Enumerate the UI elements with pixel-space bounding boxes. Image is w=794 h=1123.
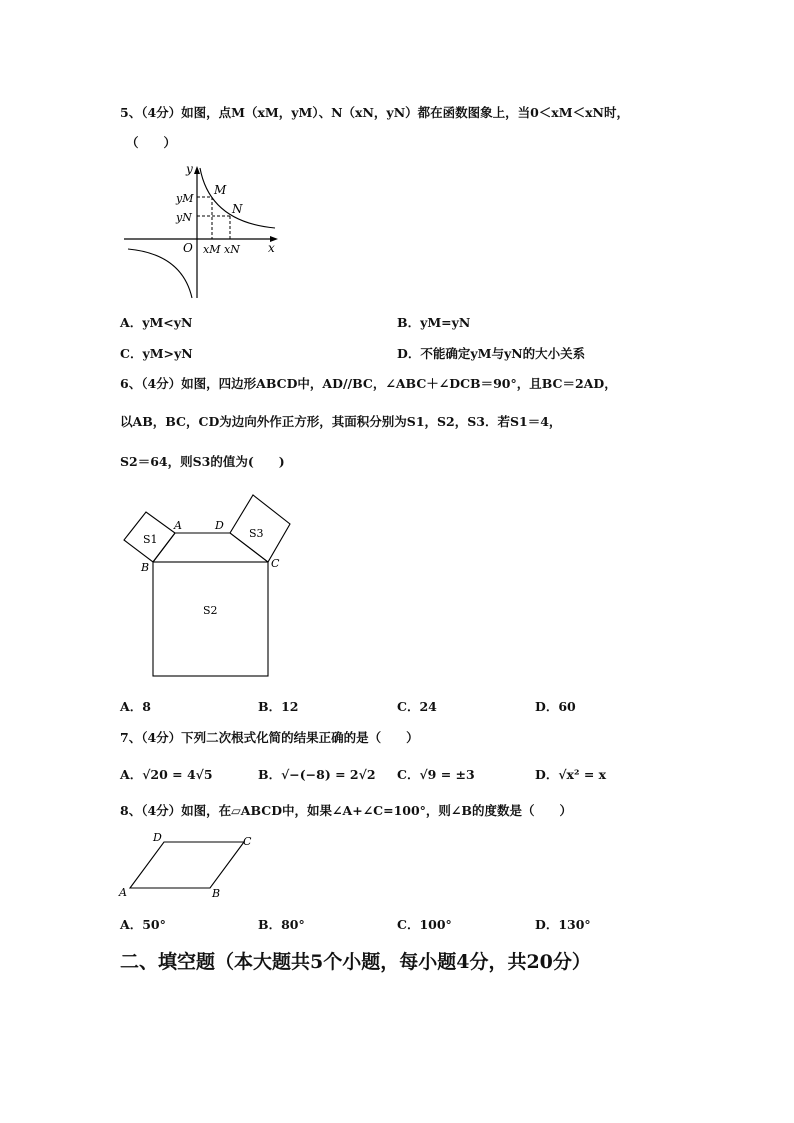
q6-line-1: 6、（4分）如图，四边形ABCD中，AD//BC，∠ABC＋∠DCB＝90°，且BC＝2AD， bbox=[120, 376, 617, 391]
hyperbola-q1 bbox=[200, 168, 275, 228]
q6-option-a[interactable]: A．8 bbox=[120, 699, 151, 714]
yn-label: yN bbox=[176, 211, 192, 224]
xm-label: xM bbox=[203, 243, 221, 256]
q5-option-a[interactable]: A．yM<yN bbox=[120, 315, 193, 330]
vertex-c-label: C bbox=[271, 557, 280, 570]
q7-stem: 7、（4分）下列二次根式化简的结果正确的是（ ） bbox=[120, 730, 419, 745]
xn-label: xN bbox=[224, 243, 240, 256]
origin-label: O bbox=[183, 241, 193, 255]
q7-option-b[interactable]: B．√−(−8) = 2√2 bbox=[258, 767, 376, 782]
q6-line-3: S2＝64，则S3的值为( ) bbox=[120, 454, 285, 469]
section-heading: 二、填空题（本大题共5个小题，每小题4分，共20分） bbox=[120, 951, 591, 973]
s1-label: S1 bbox=[143, 533, 158, 546]
q6-option-d[interactable]: D．60 bbox=[535, 699, 576, 714]
vertex-d-label: D bbox=[153, 831, 162, 844]
vertex-b-label: B bbox=[141, 561, 150, 574]
q5-paren: （ ） bbox=[126, 135, 177, 150]
hyperbola-q3 bbox=[128, 249, 192, 298]
vertex-a-label: A bbox=[174, 519, 182, 532]
vertex-d-label: D bbox=[215, 519, 224, 532]
x-label: x bbox=[268, 241, 275, 255]
q8-stem: 8、（4分）如图，在▱ABCD中，如果∠A+∠C=100°，则∠B的度数是（ ） bbox=[120, 803, 572, 818]
q6-figure bbox=[118, 490, 298, 680]
y-axis-arrow bbox=[194, 166, 200, 174]
ym-label: yM bbox=[176, 192, 194, 205]
vertex-b-label: B bbox=[212, 887, 221, 900]
s2-label: S2 bbox=[203, 604, 218, 617]
point-n-label: N bbox=[232, 202, 243, 216]
vertex-a-label: A bbox=[119, 886, 127, 899]
point-m-label: M bbox=[214, 183, 227, 197]
q6-option-c[interactable]: C．24 bbox=[397, 699, 437, 714]
q8-option-d[interactable]: D．130° bbox=[535, 917, 591, 932]
parallelogram-abcd bbox=[130, 842, 244, 888]
y-label: y bbox=[186, 162, 193, 176]
q8-option-a[interactable]: A．50° bbox=[120, 917, 166, 932]
q5-stem-text: 5、（4分）如图，点M（xM，yM）、N（xN，yN）都在函数图象上，当0＜xM＜xN时， bbox=[120, 105, 629, 120]
q6-option-b[interactable]: B．12 bbox=[258, 699, 299, 714]
q5-option-c[interactable]: C．yM>yN bbox=[120, 346, 193, 361]
q8-option-b[interactable]: B．80° bbox=[258, 917, 305, 932]
q5-graph bbox=[118, 156, 288, 302]
q7-option-c[interactable]: C．√9 = ±3 bbox=[397, 767, 475, 782]
q5-stem bbox=[120, 103, 629, 121]
q8-option-c[interactable]: C．100° bbox=[397, 917, 452, 932]
q8-parallelogram-figure bbox=[118, 828, 258, 900]
s3-label: S3 bbox=[249, 527, 264, 540]
vertex-c-label: C bbox=[243, 835, 252, 848]
q7-option-a[interactable]: A．√20 = 4√5 bbox=[120, 767, 213, 782]
q7-option-d[interactable]: D．√x² = x bbox=[535, 767, 607, 782]
q5-option-b[interactable]: B．yM=yN bbox=[397, 315, 471, 330]
q5-option-d[interactable]: D．不能确定yM与yN的大小关系 bbox=[397, 346, 586, 361]
square-s2 bbox=[153, 562, 268, 676]
q6-line-2: 以AB，BC，CD为边向外作正方形，其面积分别为S1，S2，S3．若S1＝4， bbox=[120, 414, 562, 429]
